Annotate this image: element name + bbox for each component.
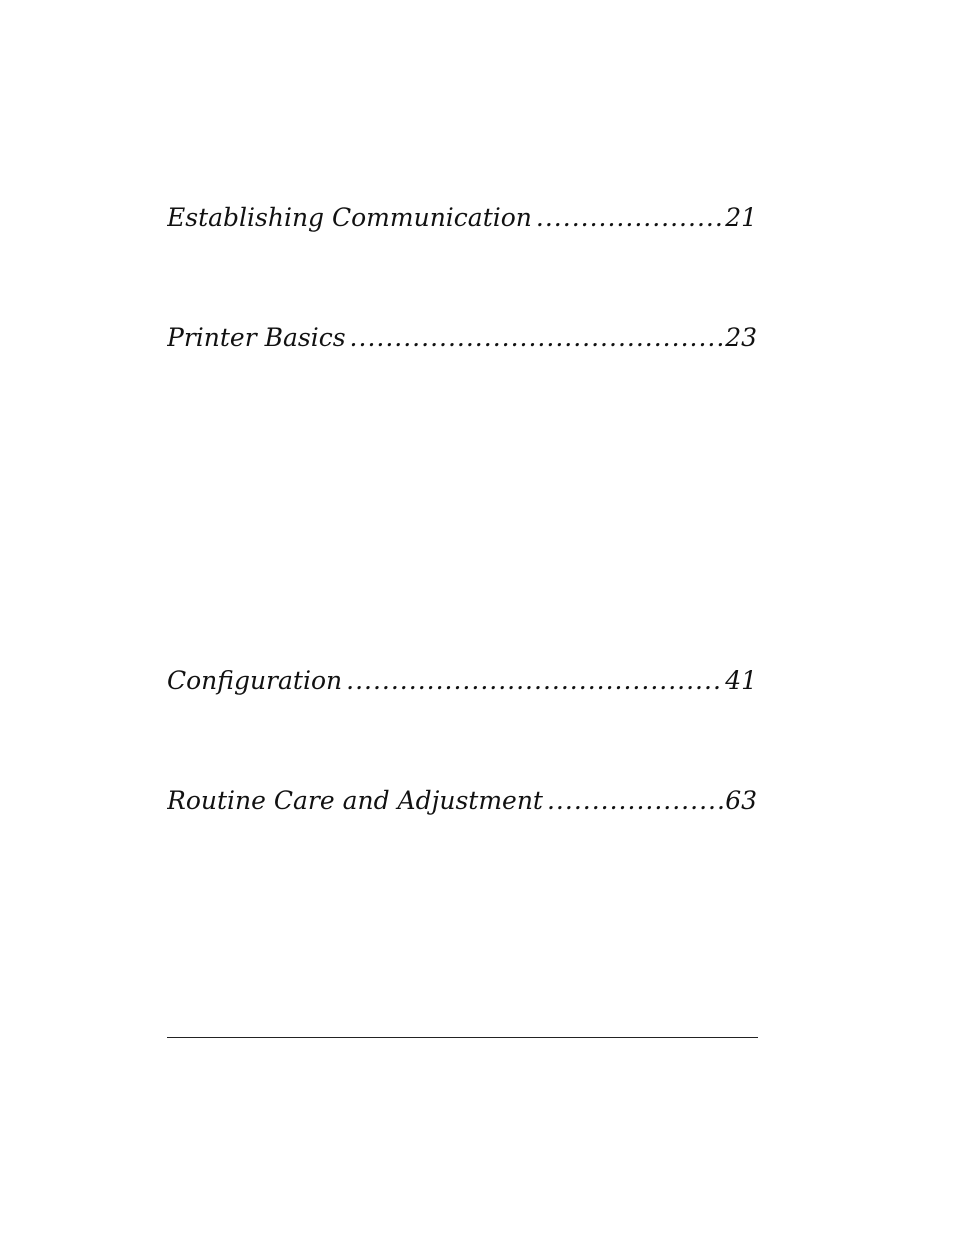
toc-entry-title: Routine Care and Adjustment [167, 786, 543, 815]
toc-entry-page-number: 41 [725, 666, 757, 695]
toc-entry-title: Printer Basics [167, 323, 346, 352]
dot-leader [547, 784, 723, 818]
toc-entry-configuration[interactable] [167, 664, 757, 698]
dot-leader [346, 664, 723, 698]
dot-leader [350, 321, 724, 355]
toc-entry-page-number: 21 [725, 203, 757, 232]
toc-entry-page-number: 23 [725, 323, 757, 352]
toc-entry-printer-basics[interactable] [167, 321, 757, 355]
dot-leader [536, 201, 723, 235]
bottom-rule-divider [167, 1037, 758, 1038]
toc-entry-page-number: 63 [725, 786, 757, 815]
toc-entry-routine-care-and-adjustment[interactable] [167, 784, 757, 818]
toc-entry-establishing-communication[interactable] [167, 201, 757, 235]
toc-entry-title: Establishing Communication [167, 203, 532, 232]
toc-entry-title: Configuration [167, 666, 343, 695]
